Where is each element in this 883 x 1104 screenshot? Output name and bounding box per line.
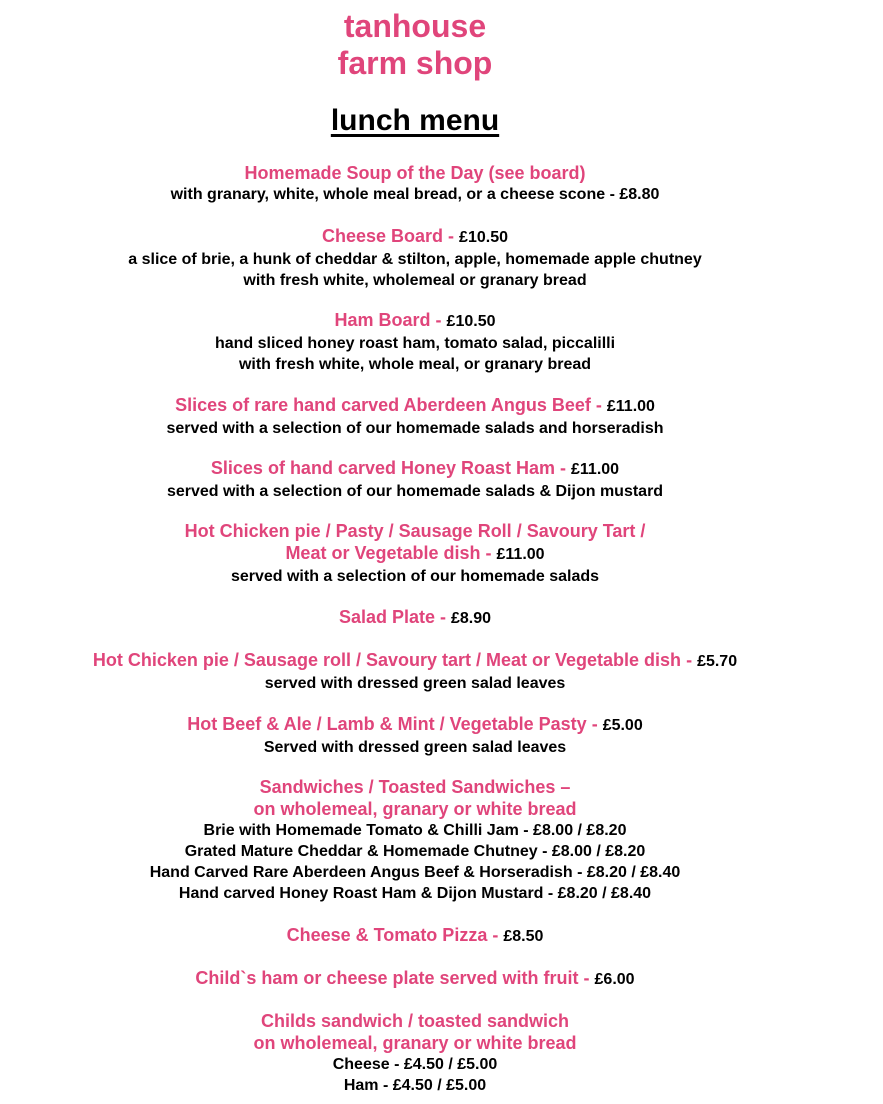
menu-item-price: £11.00 [496, 546, 545, 563]
menu-item-description: served with a selection of our homemade salads [230, 568, 600, 585]
menu-item-name-text: Cheese Board [322, 226, 444, 246]
menu-item-name-text: on wholemeal, granary or white bread [253, 1033, 577, 1053]
menu-item [0, 713, 830, 758]
menu-item-description: Ham - £4.50 / £5.00 [343, 1077, 487, 1094]
menu-item-price: £11.00 [606, 398, 655, 415]
menu-item-name-text: Sandwiches / Toasted Sandwiches – [259, 777, 571, 797]
menu-item-price: £10.50 [446, 313, 496, 330]
menu-item [0, 520, 830, 587]
menu-item-description: with fresh white, wholemeal or granary bread [243, 272, 587, 289]
menu-item-name-text: Homemade Soup of the Day (see board) [244, 163, 586, 183]
menu-item-price: £8.90 [451, 610, 492, 627]
menu-item-name-text: Hot Chicken pie / Pasty / Sausage Roll / Savoury Tart / [184, 521, 646, 541]
price-separator: - [590, 395, 607, 415]
menu-item [0, 225, 830, 291]
price-separator: - [586, 714, 603, 734]
menu-item-description: Brie with Homemade Tomato & Chilli Jam - £8.00 / £8.20 [203, 822, 627, 839]
menu-item-name [0, 606, 830, 630]
menu-item [0, 309, 830, 375]
menu-item-description: with granary, white, whole meal bread, or a cheese scone - £8.80 [170, 186, 660, 203]
menu-item-name-text: Ham Board [334, 310, 431, 330]
menu-item-name [0, 798, 830, 820]
menu-item-price: £5.00 [602, 717, 643, 734]
menu-item-description: hand sliced honey roast ham, tomato salad, piccalilli [214, 335, 616, 352]
menu-item-name-text: Slices of rare hand carved Aberdeen Angus Beef [175, 395, 591, 415]
menu-item-price: £6.00 [594, 971, 635, 988]
menu-item-name [0, 649, 830, 673]
menu-item-name [0, 542, 830, 566]
menu-item [0, 967, 830, 991]
menu-item-name [0, 967, 830, 991]
price-separator: - [681, 650, 698, 670]
menu-item-name [0, 394, 830, 418]
menu-title: lunch menu [330, 104, 500, 137]
menu-item-description: Hand Carved Rare Aberdeen Angus Beef & Horseradish - £8.20 / £8.40 [149, 864, 681, 881]
menu-item-name-text: Salad Plate [338, 607, 435, 627]
menu-item-price: £11.00 [571, 461, 620, 478]
menu-item-name-text: Childs sandwich / toasted sandwich [260, 1011, 570, 1031]
price-separator: - [487, 925, 504, 945]
menu-item-description: Served with dressed green salad leaves [263, 739, 567, 756]
menu-item-description: served with dressed green salad leaves [264, 675, 566, 692]
menu-item-name [0, 776, 830, 798]
menu-item-name [0, 924, 830, 948]
price-separator: - [430, 310, 447, 330]
menu-item-description: with fresh white, whole meal, or granary bread [238, 356, 592, 373]
menu-item [0, 394, 830, 439]
menu-item-name [0, 1010, 830, 1032]
menu-item [0, 924, 830, 948]
menu-item-name [0, 457, 830, 481]
menu-item-name-text: Slices of hand carved Honey Roast Ham [210, 458, 556, 478]
menu-item [0, 162, 830, 205]
menu-item-price: £5.70 [697, 653, 738, 670]
menu-item-name-text: Hot Beef & Ale / Lamb & Mint / Vegetable Pasty [187, 714, 587, 734]
menu-item [0, 457, 830, 502]
price-separator: - [578, 968, 595, 988]
menu-item-name [0, 225, 830, 249]
menu-item [0, 776, 830, 904]
menu-item-name-text: Hot Chicken pie / Sausage roll / Savoury tart / Meat or Vegetable dish [92, 650, 682, 670]
menu-item-description: Cheese - £4.50 / £5.00 [332, 1056, 498, 1073]
menu-item-description: served with a selection of our homemade salads & Dijon mustard [166, 483, 664, 500]
menu-item [0, 1010, 830, 1096]
menu-item-name-text: on wholemeal, granary or white bread [253, 799, 577, 819]
menu-item-name [0, 162, 830, 184]
menu-item-price: £8.50 [503, 928, 544, 945]
menu-item-name [0, 520, 830, 542]
menu-item [0, 606, 830, 630]
shop-name-line: farm shop [337, 45, 493, 81]
menu-item-name [0, 1032, 830, 1054]
menu-item-description: served with a selection of our homemade salads and horseradish [166, 420, 664, 437]
menu-item-description: a slice of brie, a hunk of cheddar & stilton, apple, homemade apple chutney [128, 251, 702, 268]
shop-name [0, 8, 830, 82]
menu-item-name [0, 713, 830, 737]
menu-item-name [0, 309, 830, 333]
price-separator: - [435, 607, 451, 627]
shop-name-line: tanhouse [343, 8, 487, 44]
menu-item-name-text: Cheese & Tomato Pizza [286, 925, 488, 945]
menu-item-description: Hand carved Honey Roast Ham & Dijon Mustard - £8.20 / £8.40 [178, 885, 652, 902]
price-separator: - [480, 543, 497, 563]
menu-item-name-text: Meat or Vegetable dish [285, 543, 481, 563]
menu-item-price: £10.50 [459, 229, 508, 246]
menu-item [0, 649, 830, 694]
price-separator: - [443, 226, 460, 246]
menu-item-description: Grated Mature Cheddar & Homemade Chutney - £8.00 / £8.20 [184, 843, 646, 860]
price-separator: - [555, 458, 572, 478]
menu-item-name-text: Child`s ham or cheese plate served with fruit [195, 968, 579, 988]
